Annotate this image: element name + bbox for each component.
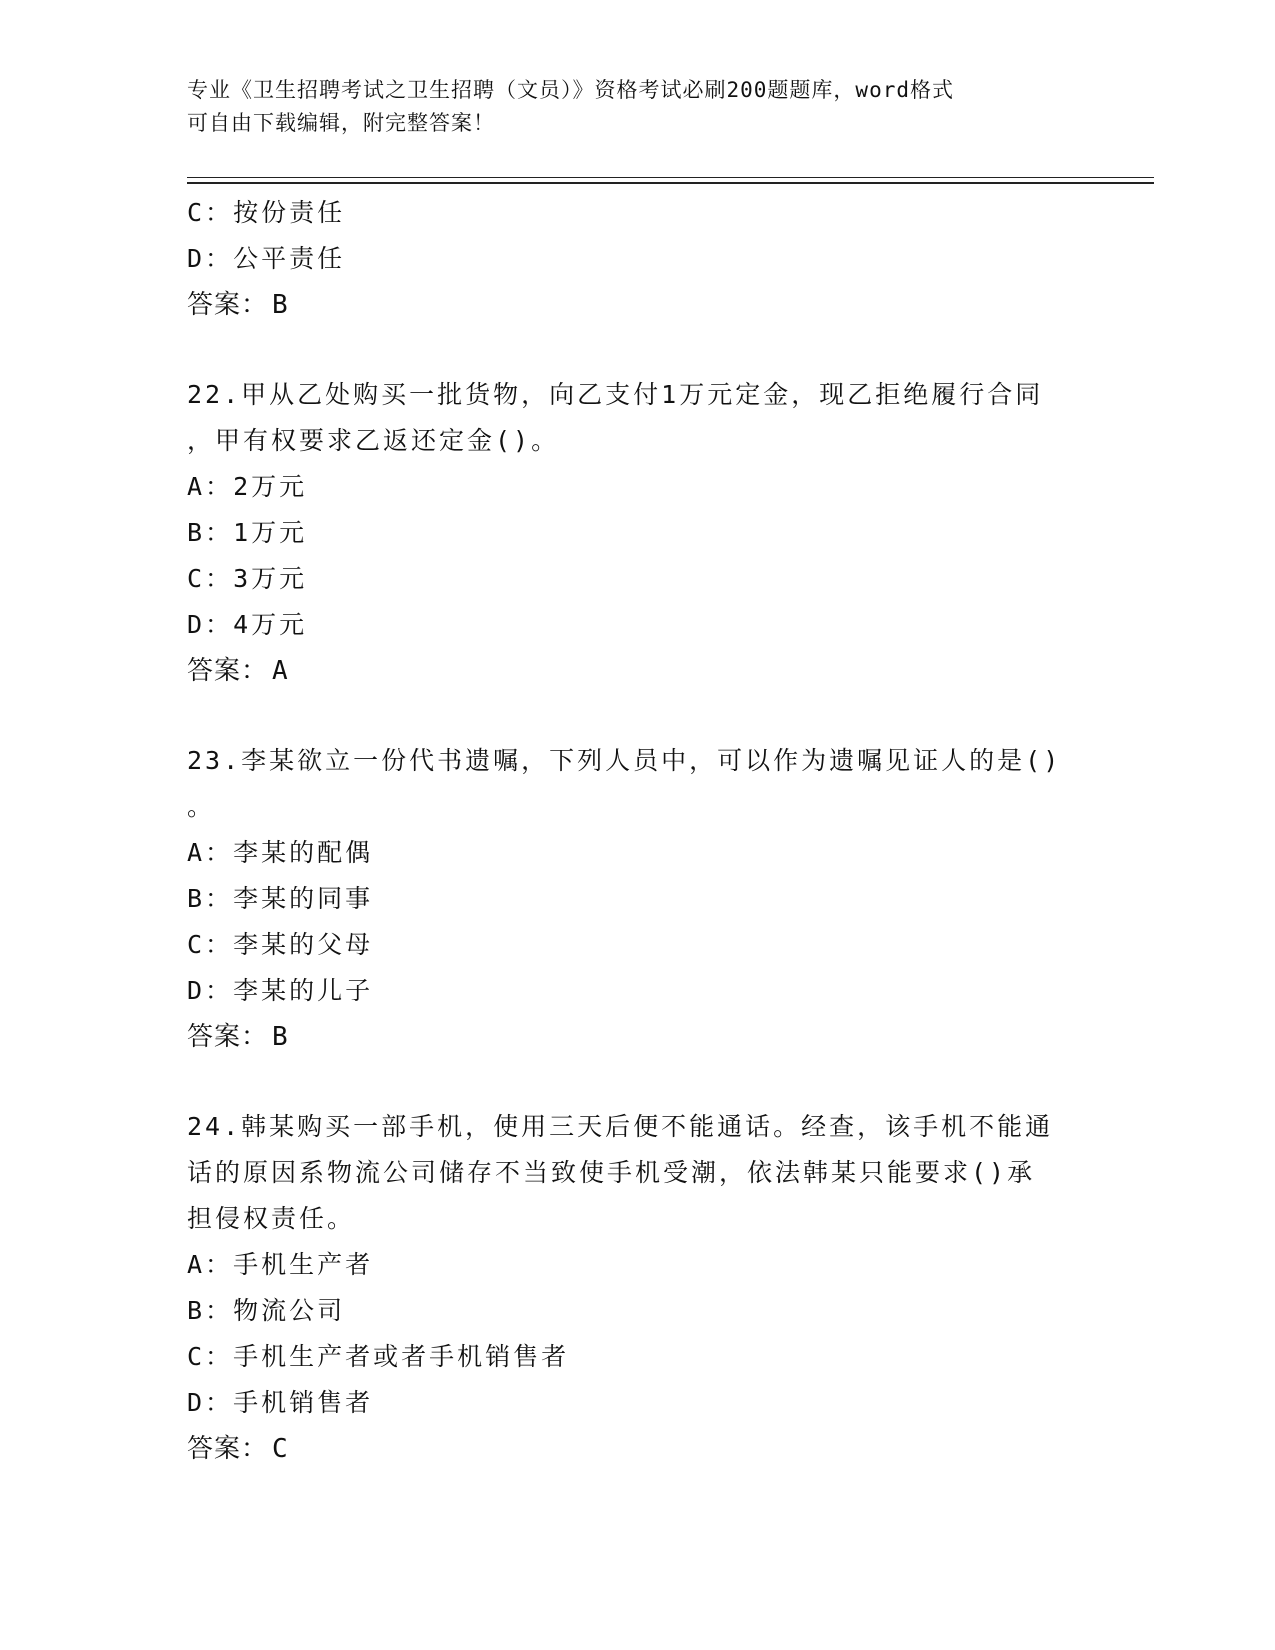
option-text: 李某的配偶	[233, 838, 374, 867]
header-line-1: 专业《卫生招聘考试之卫生招聘（文员）》资格考试必刷200题题库，word格式	[187, 78, 954, 102]
option-text: 手机生产者	[233, 1250, 374, 1279]
option-c	[187, 1334, 1087, 1380]
answer-value: A	[272, 656, 289, 686]
option-letter: B：	[187, 1296, 234, 1325]
option-text: 李某的父母	[233, 930, 374, 959]
answer-label: 答案：	[187, 290, 269, 320]
option-a	[187, 464, 1087, 510]
option-letter: C：	[187, 198, 234, 227]
option-b	[187, 876, 1087, 922]
answer-line	[187, 1426, 1087, 1472]
question-stem-line: ，甲有权要求乙返还定金()。	[187, 426, 560, 455]
question-stem-line: 话的原因系物流公司储存不当致使手机受潮，依法韩某只能要求()承	[187, 1158, 1036, 1187]
option-a	[187, 1242, 1087, 1288]
option-c	[187, 556, 1087, 602]
option-letter: A：	[187, 838, 234, 867]
header-divider-thick	[187, 182, 1154, 184]
option-b	[187, 1288, 1087, 1334]
document-header	[187, 74, 1087, 140]
answer-label: 答案：	[187, 1434, 269, 1464]
option-d	[187, 602, 1087, 648]
answer-value: B	[272, 290, 289, 320]
answer-label: 答案：	[187, 656, 269, 686]
question-stem-line: 担侵权责任。	[187, 1204, 356, 1233]
option-text: 手机生产者或者手机销售者	[233, 1342, 570, 1371]
option-letter: A：	[187, 1250, 234, 1279]
option-a	[187, 830, 1087, 876]
option-letter: A：	[187, 472, 234, 501]
question-stem-line: 23.李某欲立一份代书遗嘱，下列人员中，可以作为遗嘱见证人的是()	[187, 746, 1062, 775]
option-text: 4万元	[233, 610, 308, 639]
option-letter: D：	[187, 976, 234, 1005]
option-d	[187, 1380, 1087, 1426]
answer-value: B	[272, 1022, 289, 1052]
option-text: 按份责任	[233, 198, 346, 227]
option-letter: C：	[187, 930, 234, 959]
question-list	[187, 190, 1087, 1472]
option-d	[187, 236, 1087, 282]
option-c	[187, 922, 1087, 968]
option-text: 3万元	[233, 564, 308, 593]
option-text: 手机销售者	[233, 1388, 374, 1417]
answer-line	[187, 1014, 1087, 1060]
answer-value: C	[272, 1434, 289, 1464]
header-line-2: 可自由下载编辑，附完整答案！	[187, 111, 495, 135]
option-letter: D：	[187, 610, 234, 639]
option-text: 1万元	[233, 518, 308, 547]
question-23	[187, 738, 1087, 1060]
option-c	[187, 190, 1087, 236]
answer-label: 答案：	[187, 1022, 269, 1052]
option-letter: B：	[187, 884, 234, 913]
prev-question-block	[187, 190, 1087, 328]
question-24	[187, 1104, 1087, 1472]
option-text: 李某的同事	[233, 884, 374, 913]
header-divider-thin	[187, 177, 1154, 178]
option-letter: C：	[187, 1342, 234, 1371]
answer-line	[187, 282, 1087, 328]
question-stem-line: 。	[187, 792, 216, 821]
option-letter: C：	[187, 564, 234, 593]
question-stem-line: 22.甲从乙处购买一批货物，向乙支付1万元定金，现乙拒绝履行合同	[187, 380, 1044, 409]
option-text: 李某的儿子	[233, 976, 374, 1005]
option-text: 公平责任	[233, 244, 346, 273]
answer-line	[187, 648, 1087, 694]
option-b	[187, 510, 1087, 556]
option-text: 2万元	[233, 472, 308, 501]
option-letter: D：	[187, 244, 234, 273]
option-letter: D：	[187, 1388, 234, 1417]
question-stem-line: 24.韩某购买一部手机，使用三天后便不能通话。经查，该手机不能通	[187, 1112, 1054, 1141]
option-text: 物流公司	[233, 1296, 346, 1325]
option-letter: B：	[187, 518, 234, 547]
question-22	[187, 372, 1087, 694]
option-d	[187, 968, 1087, 1014]
